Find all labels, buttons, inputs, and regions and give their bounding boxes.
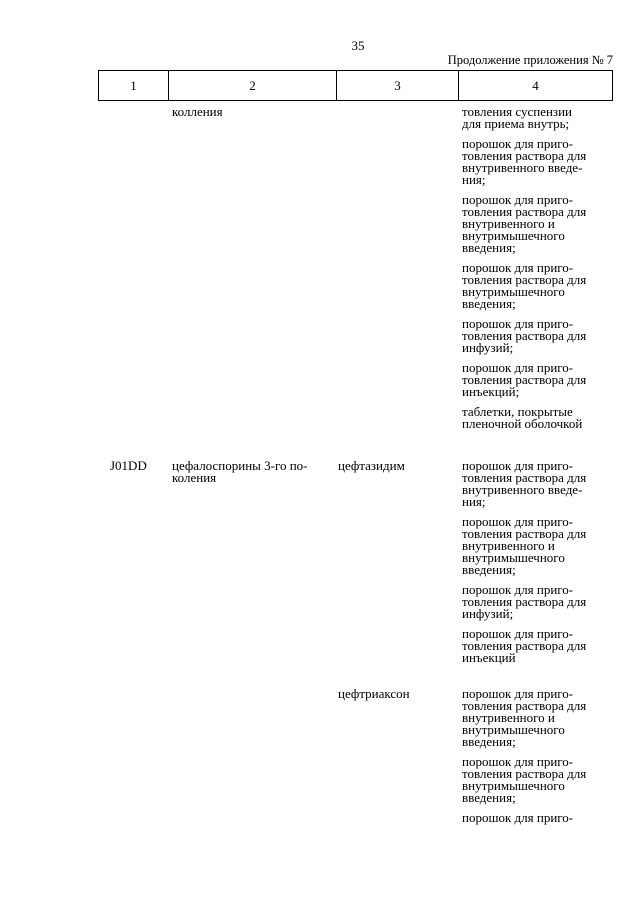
dosage-form: порошок для приго- товления раствора для внутримышечного введения; <box>462 260 587 311</box>
page-number: 35 <box>351 38 365 53</box>
dosage-form: порошок для приго- <box>462 810 574 825</box>
dosage-form: порошок для приго- товления раствора для инфузий; <box>462 582 587 621</box>
table-header <box>98 70 613 101</box>
dosage-forms-list-3 <box>462 688 622 832</box>
dosage-forms-list-1 <box>462 106 622 438</box>
dosage-form: порошок для приго- товления раствора для внутривенного и внутримышечного введения; <box>462 514 587 577</box>
dosage-form: порошок для приго- товления раствора для инъекций <box>462 626 587 665</box>
header-col-4: 4 <box>459 71 613 101</box>
drug-name-ceftriaxone: цефтриаксон <box>338 686 410 701</box>
dosage-form: порошок для приго- товления раствора для внутривенного введе- ния; <box>462 136 587 187</box>
atc-group-name: цефалоспорины 3-го по- коления <box>172 458 308 485</box>
dosage-form: порошок для приго- товления раствора для инъекций; <box>462 360 587 399</box>
dosage-form: порошок для приго- товления раствора для внутримышечного введения; <box>462 754 587 805</box>
appendix-continuation-label: Продолжение приложения № 7 <box>447 53 613 67</box>
header-col-3: 3 <box>337 71 459 101</box>
dosage-form: порошок для приго- товления раствора для инфузий; <box>462 316 587 355</box>
dosage-form: порошок для приго- товления раствора для внутривенного и внутримышечного введения; <box>462 686 587 749</box>
dosage-form: порошок для приго- товления раствора для внутривенного и внутримышечного введения; <box>462 192 587 255</box>
dosage-forms-list-2 <box>462 460 622 672</box>
drug-name-ceftazidime: цефтазидим <box>338 458 405 473</box>
atc-code: J01DD <box>110 458 147 473</box>
dosage-form: товления суспензии для приема внутрь; <box>462 104 572 131</box>
group-continuation: колления <box>172 104 223 119</box>
header-col-2: 2 <box>169 71 337 101</box>
dosage-form: таблетки, покрытые пленочной оболочкой <box>462 404 583 431</box>
dosage-form: порошок для приго- товления раствора для внутривенного введе- ния; <box>462 458 587 509</box>
header-col-1: 1 <box>99 71 169 101</box>
